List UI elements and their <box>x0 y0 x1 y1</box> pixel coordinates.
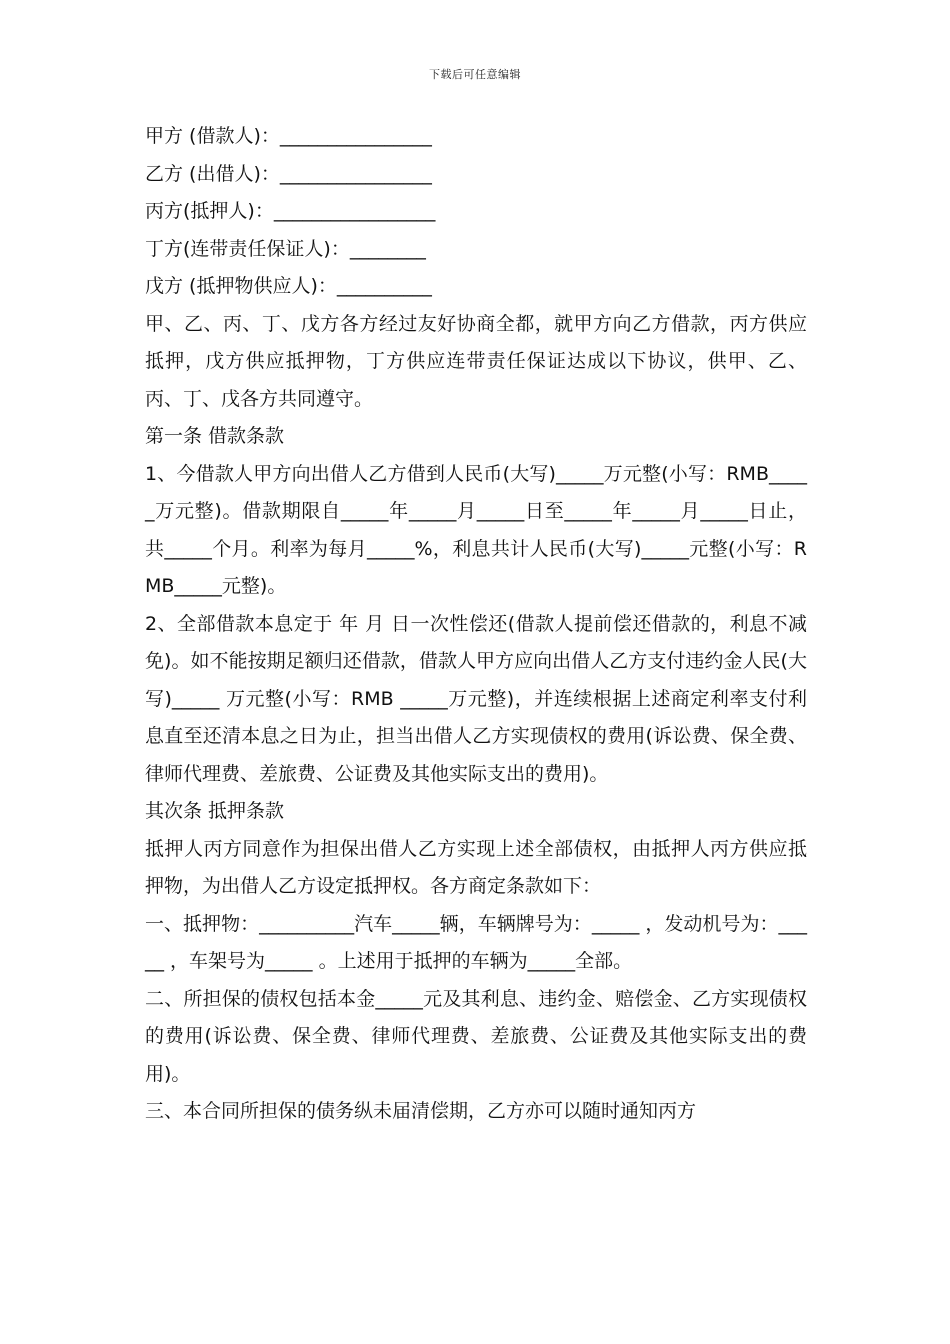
article-2-item-1: 一、抵押物：__________汽车_____辆，车辆牌号为：_____ ，发动机号为：_____ ，车架号为_____ 。上述用于抵押的车辆为_____全部。 <box>145 912 807 972</box>
party-b-line: 乙方 (出借人)：________________ <box>145 162 432 185</box>
article-2-title: 其次条 抵押条款 <box>145 800 285 822</box>
intro-paragraph: 甲、乙、丙、丁、戊方各方经过友好协商全都，就甲方向乙方借款，丙方供应抵押，戊方供应抵押物，丁方供应连带责任保证达成以下协议，供甲、乙、丙、丁、戊各方共同遵守。 <box>145 312 807 410</box>
article-1-title: 第一条 借款条款 <box>145 425 285 447</box>
party-a-line: 甲方 (借款人)：________________ <box>145 125 432 147</box>
article-2-item-3: 三、本合同所担保的债务纵未届清偿期，乙方亦可以随时通知丙方 <box>145 1100 697 1122</box>
contract-body <box>145 118 807 1131</box>
party-c-line: 丙方(抵押人)：_________________ <box>145 200 436 222</box>
article-1-clause-2: 2、全部借款本息定于 年 月 日一次性偿还(借款人提前偿还借款的，利息不减免)。如不能按期足额归还借款，借款人甲方应向出借人乙方支付违约金人民(大写)_____ 万元整(小写：RMB _____万元整)，并连续根据上述商定利率支付利息直至还清本息之日为止，担当出借人乙方实现债权的费用(诉讼费、保全费、律师代理费、差旅费、公证费及其他实际支出的费用)。 <box>145 612 807 785</box>
party-d-line: 丁方(连带责任保证人)：________ <box>145 237 426 260</box>
article-1-clause-1: 1、今借款人甲方向出借人乙方借到人民币(大写)_____万元整(小写：RMB_____万元整)。借款期限自_____年_____月_____日至_____年_____月_____日止，共_____个月。利率为每月_____%，利息共计人民币(大写)_____元整(小写：RMB_____元整)。 <box>145 462 807 597</box>
page-header: 下载后可任意编辑 <box>429 68 521 81</box>
party-e-line: 戊方 (抵押物供应人)：__________ <box>145 275 432 297</box>
article-2-item-2: 二、所担保的债权包括本金_____元及其利息、违约金、赔偿金、乙方实现债权的费用(诉讼费、保全费、律师代理费、差旅费、公证费及其他实际支出的费用)。 <box>145 987 807 1085</box>
article-2-intro: 抵押人丙方同意作为担保出借人乙方实现上述全部债权，由抵押人丙方供应抵押物，为出借人乙方设定抵押权。各方商定条款如下： <box>145 837 807 897</box>
